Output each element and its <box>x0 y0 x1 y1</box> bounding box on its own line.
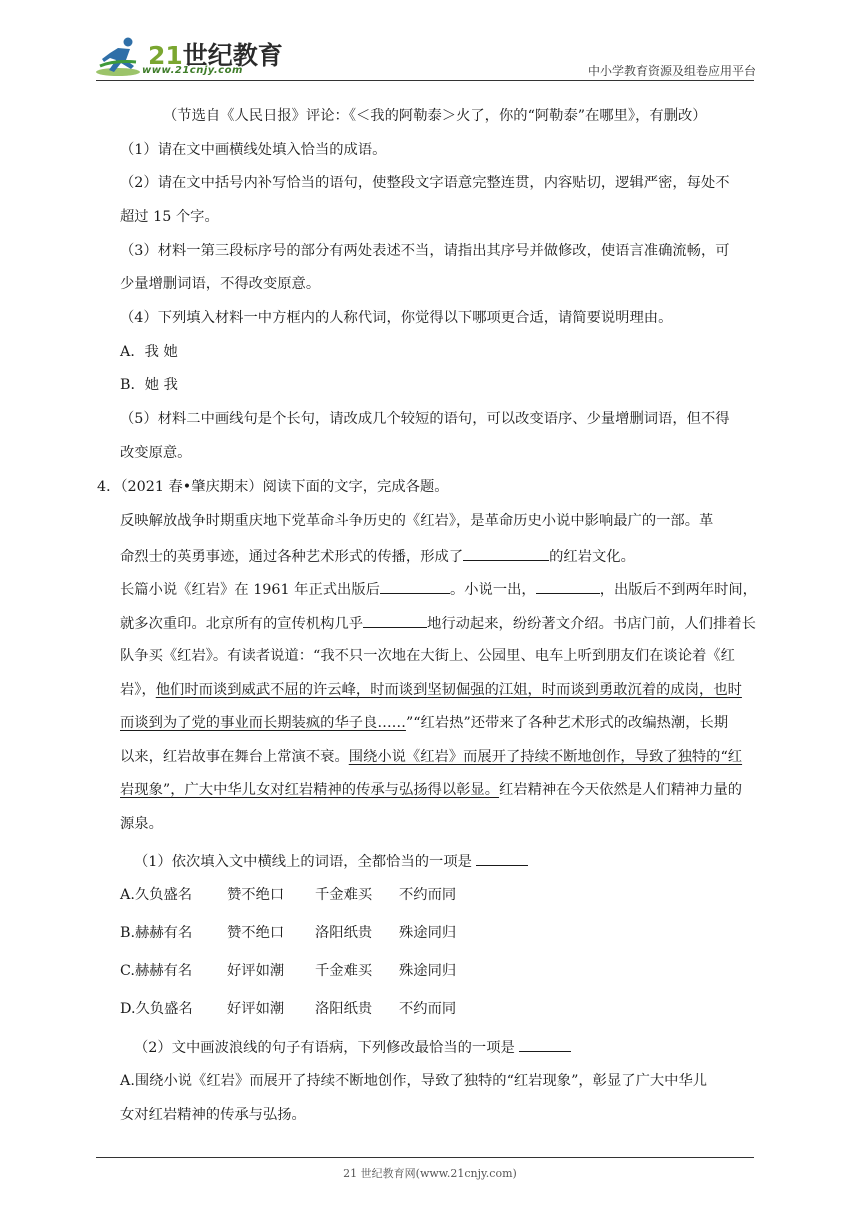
choice-option: C.赫赫有名 好评如潮 千金难买 殊途同归 <box>120 963 457 979</box>
passage-line: 岩》，他们时而谈到威武不屈的许云峰，时而谈到坚韧倔强的江姐，时而谈到勇敢沉着的成岗，也时 <box>120 682 742 698</box>
passage-line: 队争买《红岩》。有读者说道：“我不只一次地在大街上、公园里、电车上听到朋友们在谈论着《红 <box>120 648 735 664</box>
question-3-cont: 少量增删词语，不得改变原意。 <box>120 276 321 292</box>
option-a: A．我 她 <box>120 344 178 360</box>
passage-line: 反映解放战争时期重庆地下党革命斗争历史的《红岩》，是革命历史小说中影响最广的一部。革 <box>120 513 714 529</box>
choice-option: D.久负盛名 好评如潮 洛阳纸贵 不约而同 <box>120 1001 457 1017</box>
underlined-sentence: 他们时而谈到威武不屈的许云峰，时而谈到坚韧倔强的江姐，时而谈到勇敢沉着的成岗，也时 <box>155 682 742 698</box>
choice-option-cont: 女对红岩精神的传承与弘扬。 <box>120 1107 306 1123</box>
answer-blank <box>536 578 600 594</box>
passage-line: 命烈士的英勇事迹，通过各种艺术形式的传播，形成了 的红岩文化。 <box>120 545 635 567</box>
answer-blank <box>476 850 528 866</box>
sub-question-1: （1）依次填入文中横线上的词语，全都恰当的一项是 <box>134 850 528 872</box>
underlined-sentence: 岩现象”，广大中华儿女对红岩精神的传承与弘扬得以彰显。 <box>120 782 500 798</box>
passage-line: 就多次重印。北京所有的宣传机构几乎 地行动起来，纷纷著文介绍。书店门前，人们排着长 <box>120 612 756 634</box>
question-2: （2）请在文中括号内补写恰当的语句，使整段文字语意完整连贯，内容贴切，逻辑严密，每处不 <box>120 175 730 191</box>
sub-question-2: （2）文中画波浪线的句子有语病，下列修改最恰当的一项是 <box>134 1036 571 1058</box>
question-1: （1）请在文中画横线处填入恰当的成语。 <box>120 142 387 158</box>
choice-option: B.赫赫有名 赞不绝口 洛阳纸贵 殊途同归 <box>120 925 457 941</box>
logo-brand: 21世纪教育 <box>148 41 283 70</box>
passage-line: 岩现象”，广大中华儿女对红岩精神的传承与弘扬得以彰显。红岩精神在今天依然是人们精神力量的 <box>120 782 743 798</box>
site-logo <box>96 36 283 80</box>
answer-blank <box>519 1036 571 1052</box>
passage-line: 以来，红岩故事在舞台上常演不衰。围绕小说《红岩》而展开了持续不断地创作，导致了独特的“红 <box>120 749 743 765</box>
choice-option: A.久负盛名 赞不绝口 千金难买 不约而同 <box>120 887 457 903</box>
logo-url: www.21cnjy.com <box>142 65 243 76</box>
underlined-sentence: 而谈到为了党的事业而长期装疯的华子良…… <box>120 715 406 731</box>
question-2-cont: 超过 15 个字。 <box>120 209 219 225</box>
option-b: B．她 我 <box>120 377 178 393</box>
platform-name: 中小学教育资源及组卷应用平台 <box>587 64 756 78</box>
header-divider <box>96 80 754 81</box>
choice-option: A.围绕小说《红岩》而展开了持续不断地创作，导致了独特的“红岩现象”，彰显了广大中华儿 <box>120 1073 708 1089</box>
question-5-cont: 改变原意。 <box>120 445 192 461</box>
question-5: （5）材料二中画线句是个长句，请改成几个较短的语句，可以改变语序、少量增删词语，但不得 <box>120 411 730 427</box>
page-header <box>0 0 860 82</box>
question-3: （3）材料一第三段标序号的部分有两处表述不当，请指出其序号并做修改，使语言准确流畅，可 <box>120 243 730 259</box>
passage-line: 而谈到为了党的事业而长期装疯的华子良……”“红岩热”还带来了各种艺术形式的改编热潮，长期 <box>120 715 729 731</box>
problem-4-heading: 4．（2021 春•肇庆期末）阅读下面的文字，完成各题。 <box>97 479 449 495</box>
answer-blank <box>380 578 450 594</box>
source-citation: （节选自《人民日报》评论：《＜我的阿勒泰＞火了，你的“阿勒泰”在哪里》，有删改） <box>163 108 707 124</box>
page-footer: 21 世纪教育网(www.21cnjy.com) <box>343 1167 517 1180</box>
answer-blank <box>463 545 549 561</box>
runner-logo-icon <box>96 36 146 78</box>
question-4: （4）下列填入材料一中方框内的人称代词，你觉得以下哪项更合适，请简要说明理由。 <box>120 310 673 326</box>
answer-blank <box>363 612 427 628</box>
passage-line: 源泉。 <box>120 816 163 832</box>
underlined-sentence: 围绕小说《红岩》而展开了持续不断地创作，导致了独特的“红 <box>348 749 743 765</box>
passage-line: 长篇小说《红岩》在 1961 年正式出版后 。小说一出， ，出版后不到两年时间， <box>120 578 757 600</box>
footer-divider <box>96 1157 754 1158</box>
